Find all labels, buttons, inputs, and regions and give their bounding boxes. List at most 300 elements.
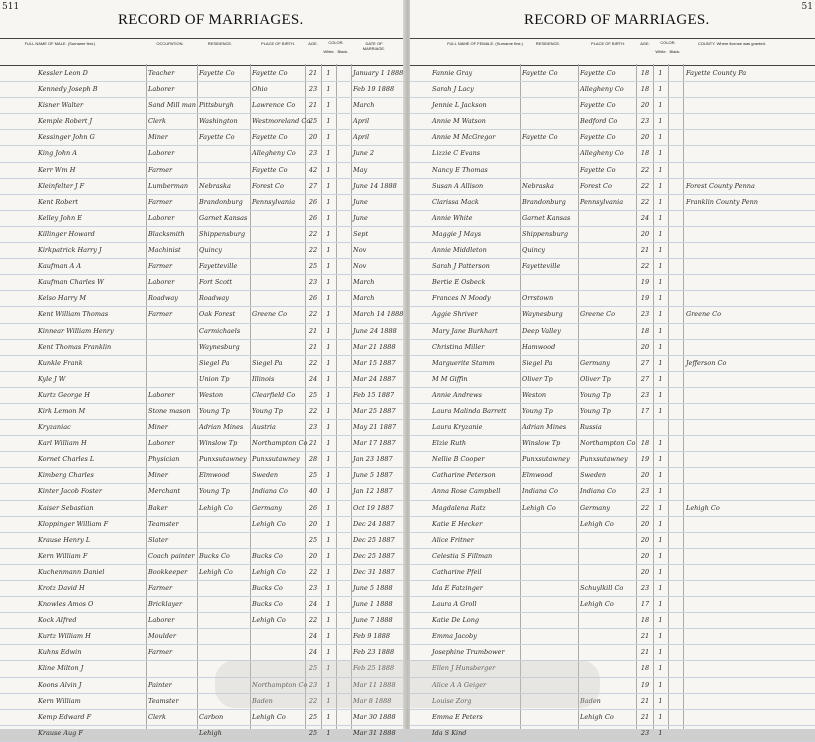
- cell-age: 19: [640, 455, 650, 464]
- right-record-rows: [410, 66, 815, 742]
- cell-color-white: 1: [326, 342, 331, 351]
- cell-marriage-date: Feb 19 1888: [353, 85, 395, 94]
- cell-female-name: Ellen J Hunsberger: [432, 664, 496, 673]
- cell-marriage-date: May 21 1887: [353, 423, 397, 432]
- cell-residence: Fayette Co: [199, 69, 235, 77]
- cell-male-name: Kemple Robert J: [38, 117, 93, 126]
- cell-residence: Punxsutawney: [522, 455, 570, 464]
- cell-occupation: Roadway: [148, 294, 178, 303]
- cell-color-white: 1: [326, 632, 331, 641]
- header-black: Black.: [669, 49, 681, 54]
- table-row: [0, 726, 405, 742]
- cell-female-name: Catharine Pfeil: [432, 567, 482, 576]
- cell-age: 19: [640, 294, 650, 303]
- cell-female-name: Sarah J Patterson: [432, 262, 490, 271]
- table-row: [0, 452, 405, 468]
- cell-marriage-date: January 1 1888: [353, 69, 404, 77]
- cell-age: 20: [308, 551, 318, 560]
- table-row: [0, 340, 405, 356]
- cell-occupation: Laborer: [148, 85, 175, 94]
- cell-residence: Weston: [199, 390, 224, 399]
- cell-birthplace: Pennsylvania: [580, 197, 624, 206]
- cell-residence: Quincy: [522, 246, 546, 255]
- table-row: [0, 82, 405, 98]
- cell-color-white: 1: [326, 229, 331, 238]
- table-row: [0, 613, 405, 629]
- cell-occupation: Miner: [148, 471, 168, 480]
- cell-marriage-date: Feb 15 1887: [353, 390, 395, 399]
- cell-birthplace: Indiana Co: [580, 487, 616, 496]
- cell-birthplace: Russia: [580, 423, 602, 432]
- cell-male-name: Kuchenmann Daniel: [38, 567, 105, 576]
- cell-age: 26: [308, 503, 318, 512]
- cell-marriage-date: June 7 1888: [353, 616, 393, 625]
- cell-color-white: 1: [326, 246, 331, 255]
- cell-residence: Oak Forest: [199, 310, 236, 319]
- table-row: [0, 372, 405, 388]
- right-page-title: RECORD OF MARRIAGES.: [524, 12, 710, 28]
- cell-birthplace: Lehigh Co: [252, 712, 286, 721]
- cell-age: 23: [640, 390, 650, 399]
- cell-residence: Weston: [522, 390, 547, 399]
- cell-color-white: 1: [658, 278, 663, 287]
- cell-license-county: Lehigh Co: [686, 503, 720, 512]
- table-row: [410, 243, 815, 259]
- cell-marriage-date: Feb 25 1888: [353, 664, 395, 673]
- table-row: [0, 388, 405, 404]
- cell-marriage-date: Feb 9 1888: [353, 632, 390, 641]
- cell-occupation: Clerk: [148, 117, 166, 126]
- cell-age: 22: [640, 197, 650, 206]
- cell-female-name: Laura A Groll: [432, 600, 477, 609]
- cell-color-white: 1: [326, 439, 331, 448]
- cell-color-white: 1: [658, 326, 663, 335]
- cell-residence: Garnet Kansas: [522, 213, 571, 222]
- right-page-number: 51: [801, 2, 813, 12]
- cell-color-white: 1: [326, 406, 331, 415]
- cell-residence: Brandonburg: [522, 197, 566, 206]
- cell-age: 23: [640, 584, 650, 592]
- cell-birthplace: Bucks Co: [252, 551, 283, 560]
- cell-birthplace: Germany: [580, 503, 611, 512]
- cell-male-name: Kurtz William H: [38, 632, 91, 641]
- cell-occupation: Clerk: [148, 712, 166, 721]
- cell-color-white: 1: [326, 696, 331, 705]
- cell-occupation: Farmer: [148, 197, 173, 206]
- cell-female-name: Bertie E Osbeck: [432, 278, 486, 287]
- cell-male-name: Kerr Wm H: [38, 165, 76, 174]
- cell-male-name: Kloppinger William F: [38, 519, 109, 528]
- cell-color-white: 1: [658, 519, 663, 528]
- cell-age: 20: [640, 567, 650, 576]
- cell-age: 42: [308, 165, 318, 174]
- cell-birthplace: Oliver Tp: [580, 374, 611, 383]
- cell-residence: Young Tp: [199, 406, 230, 415]
- cell-color-white: 1: [658, 632, 663, 641]
- table-row: [0, 291, 405, 307]
- table-row: [0, 211, 405, 227]
- cell-birthplace: Germany: [580, 358, 611, 367]
- cell-marriage-date: March: [353, 278, 375, 287]
- cell-color-white: 1: [326, 535, 331, 544]
- header-age: AGE.: [308, 41, 318, 46]
- cell-age: 24: [308, 632, 318, 641]
- cell-age: 24: [308, 600, 318, 609]
- cell-color-white: 1: [658, 69, 663, 77]
- table-row: [0, 114, 405, 130]
- cell-female-name: Josephine Trumbower: [432, 648, 505, 657]
- cell-color-white: 1: [326, 165, 331, 174]
- cell-male-name: Kemp Edward F: [38, 712, 92, 721]
- cell-color-white: 1: [326, 487, 331, 496]
- table-row: [410, 227, 815, 243]
- cell-color-white: 1: [658, 439, 663, 448]
- header-white: White.: [655, 49, 667, 54]
- cell-birthplace: Forest Co: [580, 181, 612, 190]
- cell-birthplace: Punxsutawney: [252, 455, 300, 464]
- cell-marriage-date: March: [353, 294, 375, 303]
- cell-age: 22: [308, 358, 318, 367]
- cell-female-name: Clarissa Mack: [432, 197, 479, 206]
- cell-birthplace: Westmoreland Co: [252, 117, 311, 126]
- cell-birthplace: Young Tp: [252, 406, 283, 415]
- cell-color-white: 1: [326, 551, 331, 560]
- cell-marriage-date: Dec 25 1887: [353, 535, 395, 544]
- cell-color-white: 1: [326, 149, 331, 158]
- cell-color-white: 1: [326, 326, 331, 335]
- cell-residence: Carmichaels: [199, 326, 241, 335]
- cell-age: 40: [308, 487, 318, 496]
- cell-age: 20: [640, 551, 650, 560]
- table-row: [410, 533, 815, 549]
- cell-occupation: Bricklayer: [148, 600, 183, 609]
- cell-color-white: 1: [326, 423, 331, 432]
- cell-color-white: 1: [658, 374, 663, 383]
- table-row: [410, 66, 815, 82]
- cell-birthplace: Siegel Pa: [252, 358, 283, 367]
- cell-age: 22: [640, 181, 650, 190]
- cell-age: 22: [640, 503, 650, 512]
- cell-marriage-date: Mar 8 1888: [353, 696, 392, 705]
- cell-age: 27: [640, 374, 650, 383]
- cell-birthplace: Northampton Co: [252, 680, 308, 689]
- cell-marriage-date: June 14 1888: [353, 181, 397, 190]
- cell-birthplace: Lawrence Co: [252, 101, 296, 110]
- table-row: [410, 307, 815, 323]
- cell-marriage-date: Dec 25 1887: [353, 551, 395, 560]
- cell-marriage-date: Feb 23 1888: [353, 648, 395, 657]
- table-row: [410, 340, 815, 356]
- cell-age: 22: [308, 310, 318, 319]
- cell-birthplace: Lehigh Co: [252, 616, 286, 625]
- table-row: [0, 66, 405, 82]
- cell-age: 23: [640, 487, 650, 496]
- cell-birthplace: Young Tp: [580, 406, 611, 415]
- cell-male-name: Krause Henry L: [38, 535, 91, 544]
- cell-female-name: Susan A Allison: [432, 181, 484, 190]
- cell-birthplace: Ohio: [252, 85, 268, 94]
- left-page-title: RECORD OF MARRIAGES.: [118, 12, 304, 28]
- cell-age: 23: [640, 310, 650, 319]
- cell-male-name: Koons Alvin J: [38, 680, 82, 689]
- cell-birthplace: Allegheny Co: [252, 149, 296, 158]
- cell-birthplace: Fayette Co: [580, 69, 616, 77]
- cell-birthplace: Bucks Co: [252, 600, 283, 609]
- cell-female-name: Anna Rose Campbell: [432, 487, 501, 496]
- cell-age: 27: [640, 358, 650, 367]
- cell-color-white: 1: [658, 133, 663, 142]
- cell-residence: Young Tp: [199, 487, 230, 496]
- cell-marriage-date: Mar 11 1888: [353, 680, 396, 689]
- cell-residence: Carbon: [199, 712, 224, 721]
- cell-male-name: Kern William: [38, 696, 81, 705]
- cell-birthplace: Indiana Co: [252, 487, 288, 496]
- cell-residence: Fayetteville: [522, 262, 561, 271]
- cell-age: 22: [308, 406, 318, 415]
- cell-occupation: Laborer: [148, 616, 175, 625]
- cell-female-name: Maggie J Mays: [432, 229, 482, 238]
- cell-age: 18: [640, 69, 650, 77]
- cell-occupation: Farmer: [148, 165, 173, 174]
- cell-occupation: Farmer: [148, 584, 173, 592]
- cell-color-white: 1: [658, 551, 663, 560]
- cell-color-white: 1: [326, 567, 331, 576]
- cell-birthplace: Illinois: [252, 374, 275, 383]
- cell-female-name: Frances N Moody: [432, 294, 491, 303]
- table-row: [0, 275, 405, 291]
- cell-color-white: 1: [326, 728, 331, 737]
- cell-birthplace: Fayette Co: [580, 101, 616, 110]
- cell-marriage-date: Dec 24 1887: [353, 519, 395, 528]
- cell-male-name: Kunkle Frank: [38, 358, 83, 367]
- cell-birthplace: Fayette Co: [252, 133, 288, 142]
- table-row: [410, 114, 815, 130]
- header-county: COUNTY. Where license was granted.: [698, 41, 766, 46]
- cell-color-white: 1: [658, 165, 663, 174]
- table-row: [0, 146, 405, 162]
- cell-residence: Adrian Mines: [522, 423, 567, 432]
- table-row: [0, 420, 405, 436]
- header-white: White.: [323, 49, 335, 54]
- cell-color-white: 1: [326, 600, 331, 609]
- cell-marriage-date: Mar 31 1888: [353, 728, 396, 737]
- cell-age: 20: [640, 229, 650, 238]
- cell-residence: Indiana Co: [522, 487, 558, 496]
- cell-age: 25: [308, 117, 318, 126]
- cell-birthplace: Lehigh Co: [252, 567, 286, 576]
- cell-age: 20: [640, 471, 650, 480]
- cell-birthplace: Fayette Co: [252, 165, 288, 174]
- cell-male-name: Kornet Charles L: [38, 455, 95, 464]
- cell-male-name: Krotz David H: [38, 584, 85, 592]
- cell-color-white: 1: [326, 181, 331, 190]
- table-row: [410, 501, 815, 517]
- table-row: [0, 581, 405, 597]
- cell-marriage-date: Mar 25 1887: [353, 406, 396, 415]
- cell-age: 25: [308, 712, 318, 721]
- cell-male-name: Kern William F: [38, 551, 88, 560]
- cell-color-white: 1: [326, 664, 331, 673]
- cell-birthplace: Bucks Co: [252, 584, 283, 592]
- cell-age: 21: [640, 632, 650, 641]
- cell-male-name: Kline Milton J: [38, 664, 84, 673]
- cell-birthplace: Schuylkill Co: [580, 584, 624, 592]
- table-row: [0, 163, 405, 179]
- cell-male-name: Kisner Walter: [38, 101, 84, 110]
- cell-marriage-date: Mar 30 1888: [353, 712, 396, 721]
- cell-color-white: 1: [326, 455, 331, 464]
- cell-female-name: Ida S Kind: [432, 728, 467, 737]
- cell-birthplace: Baden: [252, 696, 273, 705]
- cell-residence: Adrian Mines: [199, 423, 244, 432]
- cell-age: 18: [640, 149, 650, 158]
- cell-marriage-date: Mar 21 1888: [353, 342, 396, 351]
- table-row: [410, 98, 815, 114]
- cell-occupation: Teamster: [148, 519, 179, 528]
- header-date: DATE OF MARRIAGE.: [362, 41, 386, 51]
- cell-residence: Fort Scott: [199, 278, 233, 287]
- cell-residence: Fayette Co: [199, 133, 235, 142]
- cell-marriage-date: April: [353, 117, 370, 126]
- cell-color-white: 1: [658, 664, 663, 673]
- cell-color-white: 1: [658, 197, 663, 206]
- cell-birthplace: Punxsutawney: [580, 455, 628, 464]
- cell-color-white: 1: [658, 455, 663, 464]
- cell-residence: Washington: [199, 117, 238, 126]
- cell-color-white: 1: [658, 149, 663, 158]
- table-row: [410, 468, 815, 484]
- cell-occupation: Merchant: [148, 487, 181, 496]
- cell-age: 19: [640, 278, 650, 287]
- cell-marriage-date: April: [353, 133, 370, 142]
- cell-color-white: 1: [658, 696, 663, 705]
- cell-color-white: 1: [326, 712, 331, 721]
- left-record-rows: [0, 66, 405, 742]
- cell-age: 20: [640, 133, 650, 142]
- cell-marriage-date: Dec 31 1887: [353, 567, 395, 576]
- cell-license-county: Franklin County Penn: [686, 197, 758, 206]
- right-page: [410, 0, 815, 737]
- cell-age: 23: [308, 149, 318, 158]
- cell-male-name: Killinger Howard: [38, 229, 95, 238]
- cell-age: 25: [308, 262, 318, 271]
- cell-birthplace: Forest Co: [252, 181, 284, 190]
- cell-male-name: Knowles Amos O: [38, 600, 94, 609]
- left-page: [0, 0, 405, 737]
- cell-age: 24: [308, 374, 318, 383]
- cell-marriage-date: March 14 1888: [353, 310, 404, 319]
- table-row: [410, 211, 815, 227]
- table-row: [410, 291, 815, 307]
- cell-female-name: Katie De Long: [432, 616, 480, 625]
- cell-birthplace: Pennsylvania: [252, 197, 296, 206]
- cell-occupation: Miner: [148, 133, 168, 142]
- cell-marriage-date: Mar 17 1887: [353, 439, 396, 448]
- cell-birthplace: Northampton Co: [252, 439, 308, 448]
- cell-age: 28: [308, 455, 318, 464]
- cell-occupation: Sand Mill man: [148, 101, 196, 110]
- cell-male-name: Kurtz George H: [38, 390, 90, 399]
- cell-age: 26: [308, 197, 318, 206]
- cell-residence: Nebraska: [522, 181, 554, 190]
- cell-color-white: 1: [658, 310, 663, 319]
- cell-color-white: 1: [326, 262, 331, 271]
- cell-color-white: 1: [326, 616, 331, 625]
- cell-residence: Siegel Pa: [522, 358, 553, 367]
- cell-residence: Hamwood: [522, 342, 556, 351]
- cell-male-name: Kleinfelter J F: [38, 181, 85, 190]
- cell-color-white: 1: [326, 390, 331, 399]
- table-row: [0, 597, 405, 613]
- table-row: [0, 98, 405, 114]
- cell-residence: Fayetteville: [199, 262, 238, 271]
- cell-female-name: Laura Malinda Barrett: [432, 406, 507, 415]
- header-female-name: FULL NAME OF FEMALE. (Surname first.): [447, 41, 523, 46]
- table-row: [410, 581, 815, 597]
- cell-age: 20: [308, 133, 318, 142]
- cell-birthplace: Northampton Co: [580, 439, 636, 448]
- table-row: [0, 436, 405, 452]
- table-row: [410, 629, 815, 645]
- table-row: [410, 324, 815, 340]
- cell-female-name: Fannie Gray: [432, 69, 473, 77]
- cell-age: 22: [308, 246, 318, 255]
- cell-color-white: 1: [326, 133, 331, 142]
- cell-male-name: Kirkpatrick Harry J: [38, 246, 102, 255]
- table-row: [410, 356, 815, 372]
- cell-color-white: 1: [326, 310, 331, 319]
- cell-birthplace: Greene Co: [252, 310, 287, 319]
- cell-color-white: 1: [658, 471, 663, 480]
- cell-marriage-date: Mar 15 1887: [353, 358, 396, 367]
- table-row: [410, 613, 815, 629]
- cell-marriage-date: May: [353, 165, 368, 174]
- cell-birthplace: Allegheny Co: [580, 149, 624, 158]
- cell-age: 26: [308, 213, 318, 222]
- cell-marriage-date: Jan 12 1887: [353, 487, 393, 496]
- cell-age: 25: [308, 471, 318, 480]
- cell-color-white: 1: [326, 374, 331, 383]
- cell-male-name: Kessinger John G: [38, 133, 95, 142]
- cell-age: 23: [308, 584, 318, 592]
- cell-male-name: Kinter Jacob Foster: [38, 487, 102, 496]
- table-row: [0, 179, 405, 195]
- cell-residence: Orrstown: [522, 294, 554, 303]
- header-color: COLOR.: [328, 40, 344, 45]
- cell-age: 24: [640, 213, 650, 222]
- scan-smudge: [215, 660, 600, 708]
- cell-residence: Fayette Co: [522, 69, 558, 77]
- cell-color-white: 1: [326, 358, 331, 367]
- cell-age: 23: [308, 85, 318, 94]
- table-row: [410, 597, 815, 613]
- cell-male-name: Kent Robert: [38, 197, 78, 206]
- cell-occupation: Laborer: [148, 439, 175, 448]
- cell-age: 21: [640, 696, 650, 705]
- cell-residence: Lehigh Co: [199, 567, 233, 576]
- table-row: [410, 565, 815, 581]
- cell-color-white: 1: [326, 584, 331, 592]
- left-column-headers: [0, 38, 405, 66]
- cell-occupation: Laborer: [148, 213, 175, 222]
- cell-color-white: 1: [658, 648, 663, 657]
- cell-residence: Bucks Co: [199, 551, 230, 560]
- cell-residence: Elmwood: [522, 471, 553, 480]
- cell-residence: Waynesburg: [199, 342, 240, 351]
- cell-occupation: Laborer: [148, 149, 175, 158]
- header-age: AGE.: [640, 41, 650, 46]
- cell-birthplace: Young Tp: [580, 390, 611, 399]
